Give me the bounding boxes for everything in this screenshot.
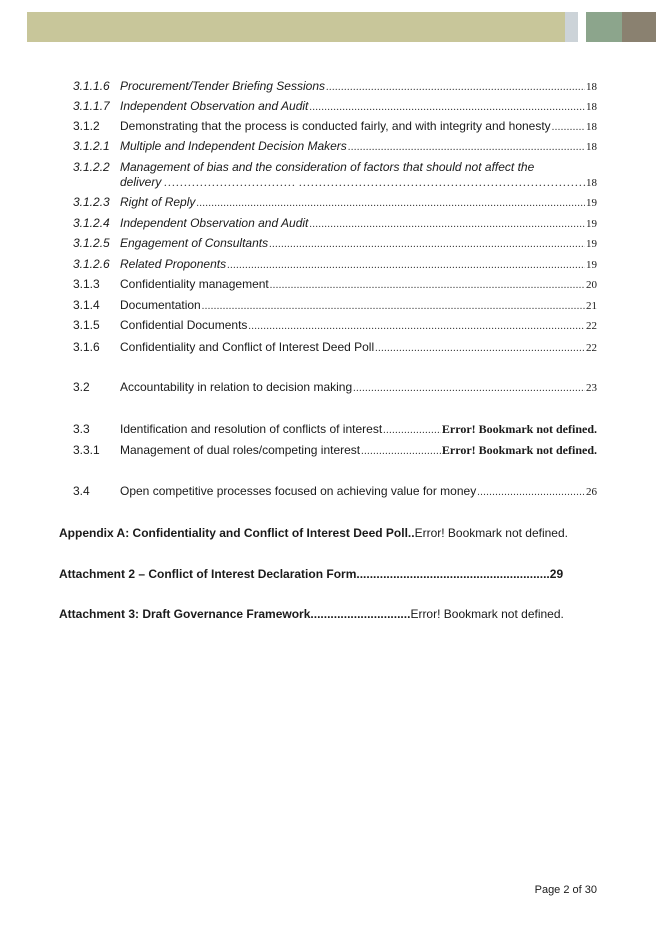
toc-entry[interactable]	[73, 422, 597, 438]
toc-number: 3.1.2.3	[73, 195, 110, 209]
toc-leader	[375, 341, 585, 356]
toc-page-error: Error! Bookmark not defined.	[441, 443, 597, 457]
toc-number: 3.1.6	[73, 340, 100, 354]
toc-leader	[163, 175, 586, 190]
toc-entry[interactable]	[73, 79, 597, 95]
toc-entry[interactable]	[73, 236, 597, 252]
toc-title: Independent Observation and Audit	[120, 99, 309, 113]
toc-number: 3.1.3	[73, 277, 100, 291]
toc-title: Confidentiality management	[120, 277, 269, 291]
toc-title: Management of dual roles/competing interest	[120, 443, 361, 457]
appendix-page-error: Error! Bookmark not defined.	[414, 526, 568, 540]
toc-page: 19	[586, 197, 597, 209]
toc-title: Right of Reply	[120, 195, 196, 209]
toc-leader	[309, 100, 585, 115]
header-band-gap	[578, 12, 586, 42]
header-band-segment-brown	[622, 12, 656, 42]
toc-page: 18	[586, 101, 597, 113]
toc-title: Independent Observation and Audit	[120, 216, 309, 230]
toc-title: Related Proponents	[120, 257, 227, 271]
toc-leader	[348, 140, 585, 155]
toc-entry[interactable]	[73, 216, 597, 232]
toc-title-continued: delivery	[120, 175, 162, 189]
toc-leader	[309, 217, 585, 232]
toc-entry[interactable]	[73, 380, 597, 396]
toc-title: Management of bias and the consideration of factors that should not affect the	[120, 160, 535, 174]
toc-page: 19	[586, 238, 597, 250]
toc-number: 3.1.2	[73, 119, 100, 133]
toc-leader	[269, 237, 585, 252]
toc-entry[interactable]	[73, 195, 597, 211]
toc-number: 3.1.1.6	[73, 79, 110, 93]
toc-title: Documentation	[120, 298, 201, 312]
toc-entry[interactable]	[73, 139, 597, 155]
toc-leader	[326, 80, 585, 95]
toc-page: 23	[586, 382, 597, 394]
appendix-entry[interactable]	[59, 607, 599, 622]
toc-entry[interactable]	[73, 443, 597, 459]
toc-number: 3.3.1	[73, 443, 100, 457]
toc-number: 3.1.2.5	[73, 236, 110, 250]
toc-entry[interactable]	[73, 277, 597, 293]
appendix-page: 29	[549, 567, 564, 581]
appendix-entry[interactable]	[59, 526, 599, 541]
toc-entry[interactable]	[73, 119, 597, 135]
appendix-entry[interactable]	[59, 567, 599, 582]
toc-number: 3.3	[73, 422, 90, 436]
toc-page: 18	[586, 177, 597, 189]
toc-number: 3.1.2.4	[73, 216, 110, 230]
toc-page: 19	[586, 259, 597, 271]
toc-entry[interactable]	[73, 99, 597, 115]
toc-page: 18	[586, 121, 597, 133]
toc-title: Engagement of Consultants	[120, 236, 269, 250]
toc-entry[interactable]	[73, 340, 597, 356]
toc-leader	[196, 196, 585, 211]
header-band	[27, 12, 656, 42]
toc-number: 3.1.2.6	[73, 257, 110, 271]
toc-entry[interactable]	[73, 160, 597, 190]
toc-leader	[477, 485, 585, 500]
toc-number: 3.1.2.1	[73, 139, 110, 153]
appendix-leader: ..	[407, 526, 415, 540]
toc-leader	[353, 381, 585, 396]
appendix-title: Appendix A: Confidentiality and Conflict of Interest Deed Poll	[59, 526, 408, 540]
appendix-leader: ..........................................................	[356, 567, 550, 581]
header-band-segment-light	[565, 12, 578, 42]
toc-leader	[202, 299, 585, 314]
toc-page: 26	[586, 486, 597, 498]
toc-page: 18	[586, 141, 597, 153]
toc-entry[interactable]	[73, 484, 597, 500]
toc-entry[interactable]	[73, 318, 597, 334]
toc-leader	[270, 278, 585, 293]
toc-number: 3.2	[73, 380, 90, 394]
toc-title: Accountability in relation to decision making	[120, 380, 353, 394]
toc-page: 19	[586, 218, 597, 230]
toc-title: Procurement/Tender Briefing Sessions	[120, 79, 325, 93]
toc-number: 3.1.4	[73, 298, 100, 312]
toc-page: 18	[586, 81, 597, 93]
toc-title: Confidentiality and Conflict of Interest Deed Poll	[120, 340, 375, 354]
header-band-segment-green	[586, 12, 622, 42]
toc-title: Identification and resolution of conflicts of interest	[120, 422, 383, 436]
toc-page: 22	[586, 342, 597, 354]
toc-number: 3.1.2.2	[73, 160, 110, 174]
toc-page: 20	[586, 279, 597, 291]
appendix-title: Attachment 3: Draft Governance Framework	[59, 607, 311, 621]
page-number: Page 2 of 30	[534, 884, 597, 896]
toc-title: Open competitive processes focused on achieving value for money	[120, 484, 477, 498]
toc-number: 3.1.5	[73, 318, 100, 332]
toc-leader	[248, 319, 585, 334]
toc-page: 21	[586, 300, 597, 312]
toc-entry[interactable]	[73, 257, 597, 273]
appendix-leader: ..............................	[310, 607, 411, 621]
toc-title: Confidential Documents	[120, 318, 248, 332]
toc-title: Demonstrating that the process is conducted fairly, and with integrity and honesty	[120, 119, 551, 133]
toc-leader	[552, 120, 585, 135]
toc-title: Multiple and Independent Decision Makers	[120, 139, 347, 153]
toc-leader	[361, 444, 441, 459]
toc-page-error: Error! Bookmark not defined.	[441, 422, 597, 436]
toc-leader	[227, 258, 585, 273]
appendix-page-error: Error! Bookmark not defined.	[410, 607, 564, 621]
toc-number: 3.1.1.7	[73, 99, 110, 113]
toc-entry[interactable]	[73, 298, 597, 314]
appendix-title: Attachment 2 – Conflict of Interest Declaration Form	[59, 567, 357, 581]
toc-page: 22	[586, 320, 597, 332]
toc-number: 3.4	[73, 484, 90, 498]
toc-leader	[383, 423, 441, 438]
